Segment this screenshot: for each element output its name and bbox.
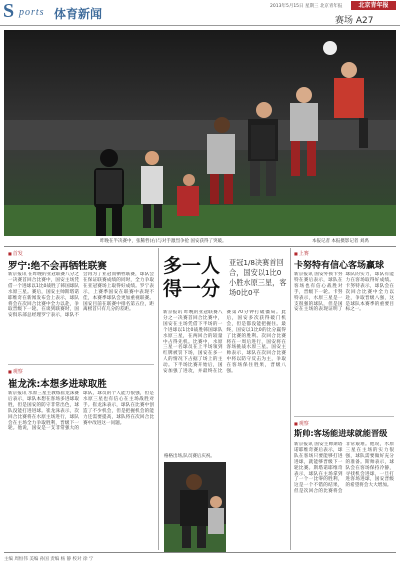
column-divider [290,248,291,550]
divider [8,364,154,365]
article-tag: ■ 观察 [8,368,23,375]
article-headline: 崔龙洙:本想多进球取胜 [8,379,107,390]
masthead [0,0,400,26]
main-headline: 多一人得一分 [163,255,221,300]
article-tag: ■ 首发 [8,250,23,257]
divider [4,552,396,553]
main-subheadline: 亚冠1/8决赛首回合，国安以1比0小胜水原三星，客场0比0平 [229,258,287,297]
masthead-letter: S [3,0,15,22]
divider [294,416,394,417]
column-divider [158,248,159,550]
section-title: 体育新闻 [54,7,103,21]
article-tag: ■ 上赛 [294,250,309,257]
issue-date: 2013年5月15日 星期三 北京青年报 [270,4,343,9]
article-body: 新京报讯 在昨晚的亚冠联赛八分之一决赛首回合比赛中，国安主场凭借一个进球以1比0战胜了韩国球队水原三星。赛后，国安主帅斯塔诺耶维奇在新闻发布会上表示，球队将会在次回合比赛中全力以赴，争取晋级下一轮。在谈到联赛时，国安俱乐部总经理罗宁表示，球队不会再为了亚冠而牺牲联赛，球队会在保证联赛成绩的同时，全力争取在亚冠赛场上取得好成绩。罗宁表示，上赛季国安在联赛中表现不佳，本赛季球队会更加重视联赛。国安目前在联赛中排名第五位，距离榜首只有几分的差距。 [8,272,154,319]
match-photo [4,30,396,236]
article-body: 新京报讯 水原三星主教练崔龙洙赛后表示，球队本想在客场多进球取胜，但是国安的防守非常出色，球队没能打进进球。崔龙洙表示，次回合比赛将在水原主场进行，球队会在主场全力争取胜利，晋级下一轮。他说，国安是一支非常强大的球队，球员的个人能力很强，但是水原三星也有信心在主场战胜对手。崔龙洙表示，球队在比赛中创造了不少机会，但是把握机会的能力还需要提高，球队将在次回合比赛中改进这一问题。 [8,391,154,432]
article-tag: ■ 观察 [294,420,309,427]
divider [4,246,396,247]
article-body: 新京报讯 国安主帅斯塔诺耶维奇赛后表示，球队在客场只要能够打进进球，就能够晋级下一轮比赛。斯塔诺耶维奇表示，球队在主场拿到了一个一比零的胜利，这是一个不错的结果，但是次回合的比赛将会非常艰难。他说，水原三星在主场的实力很强，球队需要做好充分的准备。斯帅表示，球队会在客场保持冷静，寻找机会进球，一旦打进客场进球，国安晋级的希望将会大大增加。 [294,442,394,495]
photo-credit: 本报记者 本报摄影记者 刘禹 [312,239,369,244]
article-headline: 卡努特有信心客场赢球 [294,261,385,271]
article-body: 新京报讯 国安外援卡努特在赛后表示，球队在客场也有信心战胜对手，晋级下一轮。卡努特表示，水原三星是一支很强的球队，但是国安在主场的表现证明了球队的实力，球队有能力在客场取得好成绩。卡努特表示，球队会在次回合比赛中全力以赴，争取晋级八强，这是球队本赛季的重要目标之一。 [294,272,394,313]
inset-caption: 格格出场,队员赛后庆祝。 [164,454,215,459]
inset-photo [164,462,226,552]
main-article-body: 新京报讯 昨晚的亚冠联赛八分之一决赛首回合比赛中，国安在主场凭借下半场的一个进球以1比0战胜韩国球队水原三星，在两回合的较量中占得先机。比赛中，水原三星一名球员在上半场领到红牌被罚下场，国安在多一人的情况下占据了场上的主动。下半场比赛开始后，国安加强了进攻，并最终在比赛第70分钟打破僵局。此后，国安多次获得破门机会，但是都没能把握住。最终，国安以1比0的比分赢得了比赛的胜利。次回合比赛将在一周后进行，国安将在客场挑战水原三星。国安主帅表示，球队在次回合比赛中将以防守反击为主，争取在客场保住胜果，晋级八强。 [163,310,286,375]
page-label: 赛场 A27 [335,16,374,26]
paper-logo: 北京青年报 [351,1,396,10]
article-headline: 斯帅:客场能进球就能晋级 [294,428,388,438]
footer-credits: 主编 周恒伟 美编 孙国 责编 杨 静 校对 徐 宁 [4,557,94,562]
article-headline: 罗宁:绝不会再牺牲联赛 [8,261,107,272]
photo-caption: 昨晚在半决赛中，张稀哲(右)与对手激烈争抢 国安获得了突破。 [100,239,227,244]
masthead-word: ports [19,7,45,18]
